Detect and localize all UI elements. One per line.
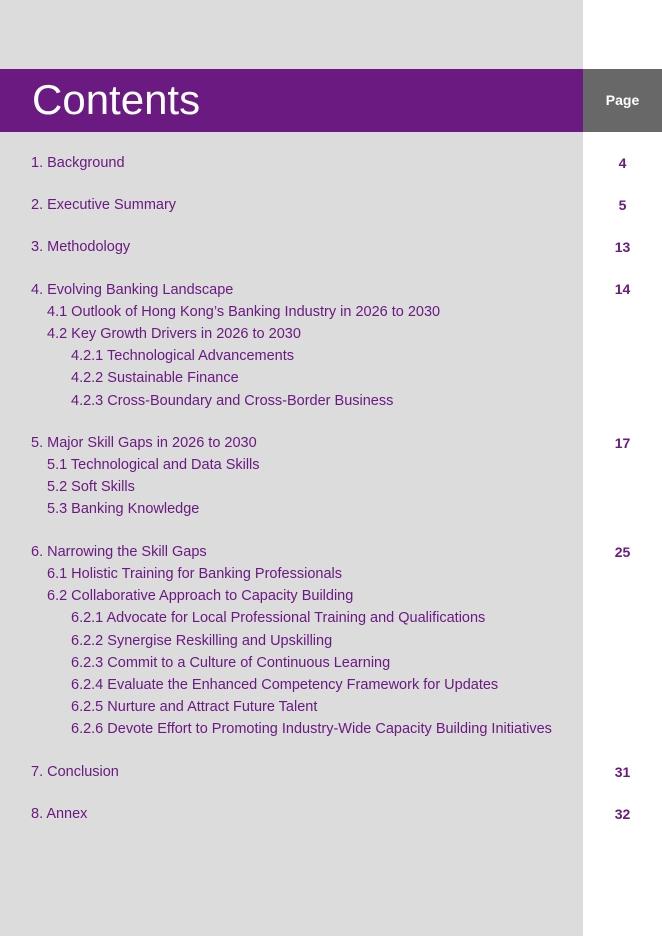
toc-entry-7[interactable]: 7. Conclusion (31, 764, 119, 780)
toc-entry-6-2-5[interactable]: 6.2.5 Nurture and Attract Future Talent (71, 699, 318, 715)
page-number-column (583, 0, 662, 936)
toc-entry-6-2-3[interactable]: 6.2.3 Commit to a Culture of Continuous Learning (71, 655, 391, 671)
toc-entry-5-3[interactable]: 5.3 Banking Knowledge (47, 501, 200, 517)
toc-page-2[interactable]: 5 (618, 197, 627, 213)
toc-page-4[interactable]: 14 (614, 281, 631, 297)
toc-page-6[interactable]: 25 (614, 544, 631, 560)
toc-entry-6-1[interactable]: 6.1 Holistic Training for Banking Professionals (47, 566, 342, 582)
toc-page-8[interactable]: 32 (614, 806, 631, 822)
toc-entry-5[interactable]: 5. Major Skill Gaps in 2026 to 2030 (31, 435, 257, 451)
toc-entry-4-2-2[interactable]: 4.2.2 Sustainable Finance (71, 370, 239, 386)
toc-entry-6-2[interactable]: 6.2 Collaborative Approach to Capacity Building (47, 588, 354, 604)
toc-entry-6-2-6[interactable]: 6.2.6 Devote Effort to Promoting Industry-Wide Capacity Building Initiatives (71, 721, 552, 737)
toc-entry-8[interactable]: 8. Annex (31, 806, 88, 822)
toc-entry-6-2-2[interactable]: 6.2.2 Synergise Reskilling and Upskilling (71, 633, 333, 649)
toc-entry-2[interactable]: 2. Executive Summary (31, 197, 177, 213)
page-column-header: Page (605, 92, 640, 108)
page-title: Contents (32, 76, 201, 123)
toc-page-3[interactable]: 13 (614, 239, 631, 255)
toc-entry-6-2-1[interactable]: 6.2.1 Advocate for Local Professional Training and Qualifications (71, 610, 486, 626)
toc-entry-5-2[interactable]: 5.2 Soft Skills (47, 479, 135, 495)
toc-entry-4-2[interactable]: 4.2 Key Growth Drivers in 2026 to 2030 (47, 326, 301, 342)
toc-entry-4-2-3[interactable]: 4.2.3 Cross-Boundary and Cross-Border Business (71, 393, 394, 409)
toc-page-5[interactable]: 17 (614, 435, 631, 451)
toc-entry-3[interactable]: 3. Methodology (31, 239, 131, 255)
toc-entry-6[interactable]: 6. Narrowing the Skill Gaps (31, 544, 207, 560)
toc-page-7[interactable]: 31 (614, 764, 631, 780)
toc-entry-5-1[interactable]: 5.1 Technological and Data Skills (47, 457, 260, 473)
toc-page-1[interactable]: 4 (618, 155, 627, 171)
toc-entry-4-1[interactable]: 4.1 Outlook of Hong Kong’s Banking Industry in 2026 to 2030 (47, 304, 441, 320)
toc-entry-4-2-1[interactable]: 4.2.1 Technological Advancements (71, 348, 295, 364)
toc-entry-4[interactable]: 4. Evolving Banking Landscape (31, 282, 234, 298)
toc-entry-1[interactable]: 1. Background (31, 155, 125, 171)
toc-entry-6-2-4[interactable]: 6.2.4 Evaluate the Enhanced Competency Framework for Updates (71, 677, 499, 693)
